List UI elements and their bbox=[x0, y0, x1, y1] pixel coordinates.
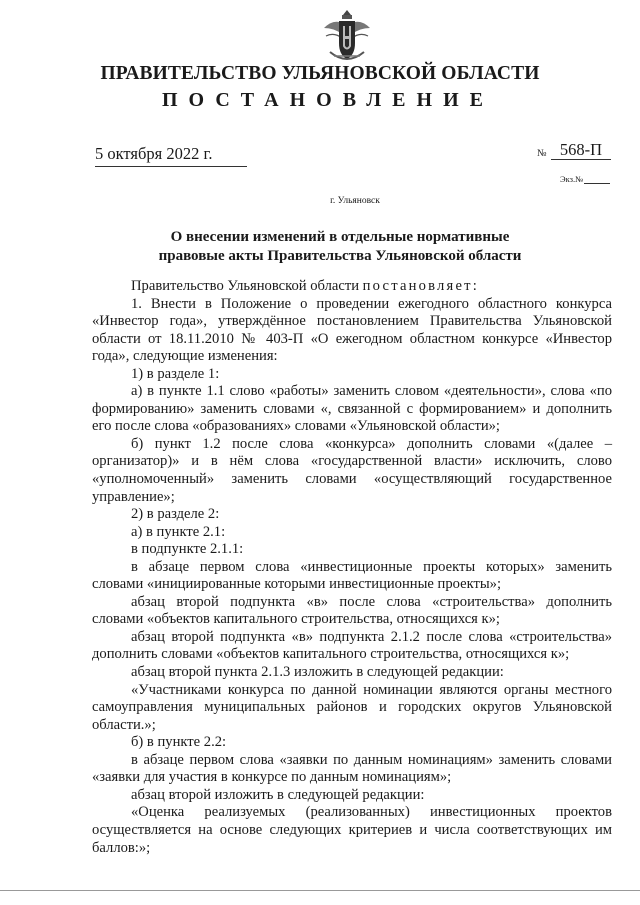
paragraph: «Участниками конкурса по данной номинации являются органы местного самоуправления муниципальных районов и городских округов Ульяновской области.»; bbox=[92, 681, 612, 733]
paragraph: 1) в разделе 1: bbox=[131, 365, 220, 382]
paragraph: абзац второй пункта 2.1.3 изложить в следующей редакции: bbox=[131, 664, 504, 681]
date-underline bbox=[95, 166, 247, 167]
paragraph: абзац второй подпункта «в» после слова «строительства» дополнить словами «объектов капитального строительства, относящихся к»; bbox=[92, 593, 612, 628]
government-title: ПРАВИТЕЛЬСТВО УЛЬЯНОВСКОЙ ОБЛАСТИ bbox=[100, 63, 540, 84]
coat-of-arms-icon bbox=[316, 6, 378, 68]
document-date: 5 октября 2022 г. bbox=[95, 144, 213, 163]
paragraph: в подпункте 2.1.1: bbox=[131, 541, 244, 558]
paragraph: в абзаце первом слова «заявки по данным номинациям» заменить словами «заявки для участия в конкурсе по данным номинациям»; bbox=[92, 751, 612, 786]
copy-number-label: Экз.№ bbox=[560, 174, 584, 184]
copy-number-line bbox=[584, 183, 610, 184]
intro-prefix: Правительство Ульяновской области bbox=[131, 278, 360, 294]
document-subject bbox=[110, 228, 570, 265]
document-number: 568-П bbox=[551, 141, 611, 160]
intro-paragraph bbox=[92, 278, 612, 296]
subject-line-2: правовые акты Правительства Ульяновской области bbox=[158, 247, 522, 264]
document-body bbox=[92, 278, 612, 857]
paragraph: абзац второй изложить в следующей редакции: bbox=[131, 786, 425, 803]
paragraph: абзац второй подпункта «в» подпункта 2.1.2 после слова «строительства» дополнить словами «объектов капитального строительства, относящихся к»; bbox=[92, 628, 612, 663]
intro-decree: постановляет: bbox=[362, 278, 479, 294]
paragraph: а) в пункте 1.1 слово «работы» заменить словом «деятельности», слова «по формированию» заменить словами «, связанной с формированием» и дополнить его после слова «образованиях» словами «Ульяновской области»; bbox=[92, 383, 612, 435]
document-type: ПОСТАНОВЛЕНИЕ bbox=[162, 89, 494, 111]
subject-line-1: О внесении изменений в отдельные нормативные bbox=[170, 229, 510, 245]
paragraph: «Оценка реализуемых (реализованных) инвестиционных проектов осуществляется на основе следующих критериев и числа соответствующих им баллов:»; bbox=[92, 804, 612, 856]
paragraph: 2) в разделе 2: bbox=[131, 506, 220, 523]
paragraph: а) в пункте 2.1: bbox=[131, 523, 226, 540]
paragraph: б) пункт 1.2 после слова «конкурса» дополнить словами «(далее – организатор)» и в нём слова «государственной власти» исключить, слово «уполномоченный» заменить словами «осуществляющий государственное управление»; bbox=[92, 435, 612, 505]
paragraph: 1. Внести в Положение о проведении ежегодного областного конкурса «Инвестор года», утверждённое постановлением Правительства Ульяновской области от 18.11.2010 № 403-П «О ежегодном областном конкурсе «Инвестор года», следующие изменения: bbox=[92, 295, 612, 365]
paragraph: в абзаце первом слова «инвестиционные проекты которых» заменить словами «инициированные которыми инвестиционные проекты»; bbox=[92, 558, 612, 593]
page-bottom-edge bbox=[0, 890, 640, 891]
paragraph: б) в пункте 2.2: bbox=[131, 734, 227, 751]
city-name: г. Ульяновск bbox=[330, 196, 380, 206]
number-sign: № bbox=[537, 148, 547, 159]
